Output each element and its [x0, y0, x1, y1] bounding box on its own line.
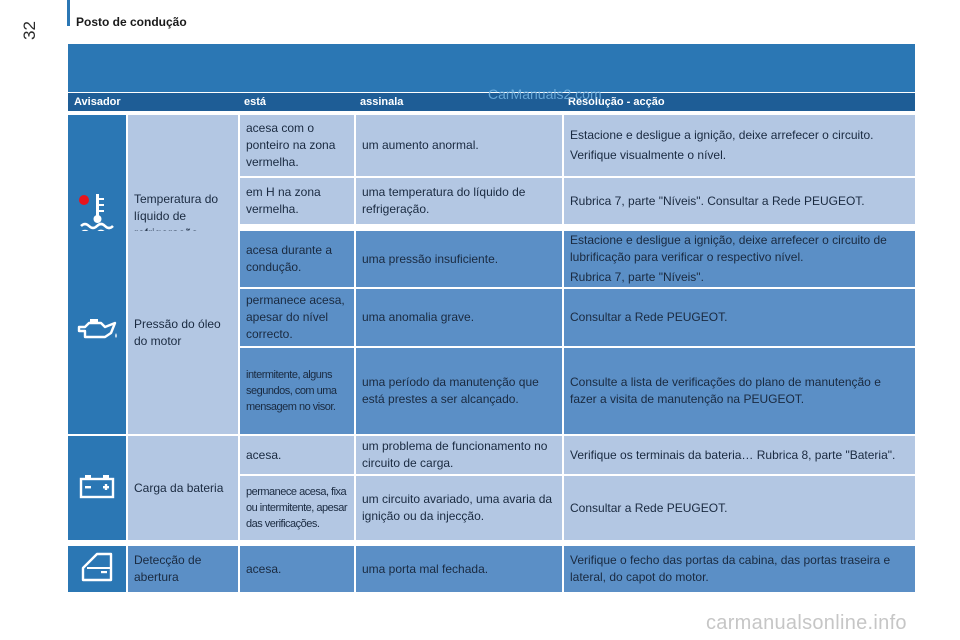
assinala-cell: uma pressão insuficiente.	[356, 231, 562, 287]
resolucao-line: Rubrica 7, parte "Níveis".	[570, 270, 704, 284]
avisador-cell: Pressão do óleo do motor	[128, 231, 238, 434]
assinala-cell: um problema de funcionamento no circuito de carga.	[356, 436, 562, 474]
resolucao-cell	[564, 231, 915, 287]
battery-warning-icon-cell	[68, 436, 126, 540]
assinala-cell: um aumento anormal.	[356, 115, 562, 176]
esta-cell: permanece acesa, fixa ou intermitente, apesar das verificações.	[240, 476, 354, 540]
header-banner	[68, 44, 915, 92]
resolucao-line: Verifique visualmente o nível.	[570, 148, 727, 162]
resolucao-cell: Verifique os terminais da bateria… Rubrica 8, parte "Bateria".	[564, 436, 915, 474]
esta-cell: permanece acesa, apesar do nível correcto.	[240, 289, 354, 346]
avisador-cell: Detecção de abertura	[128, 546, 238, 592]
door-warning-icon-cell	[68, 546, 126, 592]
resolucao-line: Estacione e desligue a ignição, deixe arrefecer o circuito.	[570, 128, 874, 142]
oil-pressure-icon	[75, 317, 119, 348]
resolucao-cell: Consultar a Rede PEUGEOT.	[564, 476, 915, 540]
avisador-cell: Temperatura do líquido de	[128, 115, 238, 318]
section-title: Posto de condução	[76, 15, 187, 29]
page-accent-rule	[67, 0, 70, 26]
door-open-icon	[79, 550, 115, 589]
header-assinala: assinala	[354, 93, 562, 111]
esta-cell: acesa com o ponteiro na zona vermelha.	[240, 115, 354, 176]
avisador-cell: Carga da bateria	[128, 436, 238, 540]
resolucao-cell: Verifique o fecho das portas da cabina, das portas traseira e lateral, do capot do motor.	[564, 546, 915, 592]
esta-cell: intermitente, alguns segundos, com uma mensagem no visor.	[240, 348, 354, 434]
header-esta: está	[238, 93, 354, 111]
esta-cell: em H na zona vermelha.	[240, 178, 354, 224]
resolucao-cell: Consultar a Rede PEUGEOT.	[564, 289, 915, 346]
assinala-cell: uma anomalia grave.	[356, 289, 562, 346]
esta-cell: acesa durante a condução.	[240, 231, 354, 287]
assinala-cell: um circuito avariado, uma avaria da ignição ou da injecção.	[356, 476, 562, 540]
header-resolucao: Resolução - acção	[562, 93, 915, 111]
resolucao-cell	[564, 115, 915, 176]
page-number: 32	[20, 21, 39, 40]
esta-cell: acesa.	[240, 546, 354, 592]
assinala-cell: uma porta mal fechada.	[356, 546, 562, 592]
header-avisador: Avisador	[68, 93, 238, 111]
battery-icon	[78, 473, 116, 504]
resolucao-line: Estacione e desligue a ignição, deixe arrefecer o circuito de lubrificação para verificar o respectivo nível.	[570, 233, 887, 264]
esta-cell: acesa.	[240, 436, 354, 474]
resolucao-cell: Consulte a lista de verificações do plano de manutenção e fazer a visita de manutenção na PEUGEOT.	[564, 348, 915, 434]
assinala-cell: uma temperatura do líquido de refrigeração.	[356, 178, 562, 224]
resolucao-cell: Rubrica 7, parte "Níveis". Consultar a Rede PEUGEOT.	[564, 178, 915, 224]
oil-warning-icon-cell	[68, 231, 126, 434]
footer-watermark: carmanualsonline.info	[706, 612, 907, 634]
watermark: CarManuals2.com	[488, 86, 602, 102]
assinala-cell: uma período da manutenção que está prestes a ser alcançado.	[356, 348, 562, 434]
